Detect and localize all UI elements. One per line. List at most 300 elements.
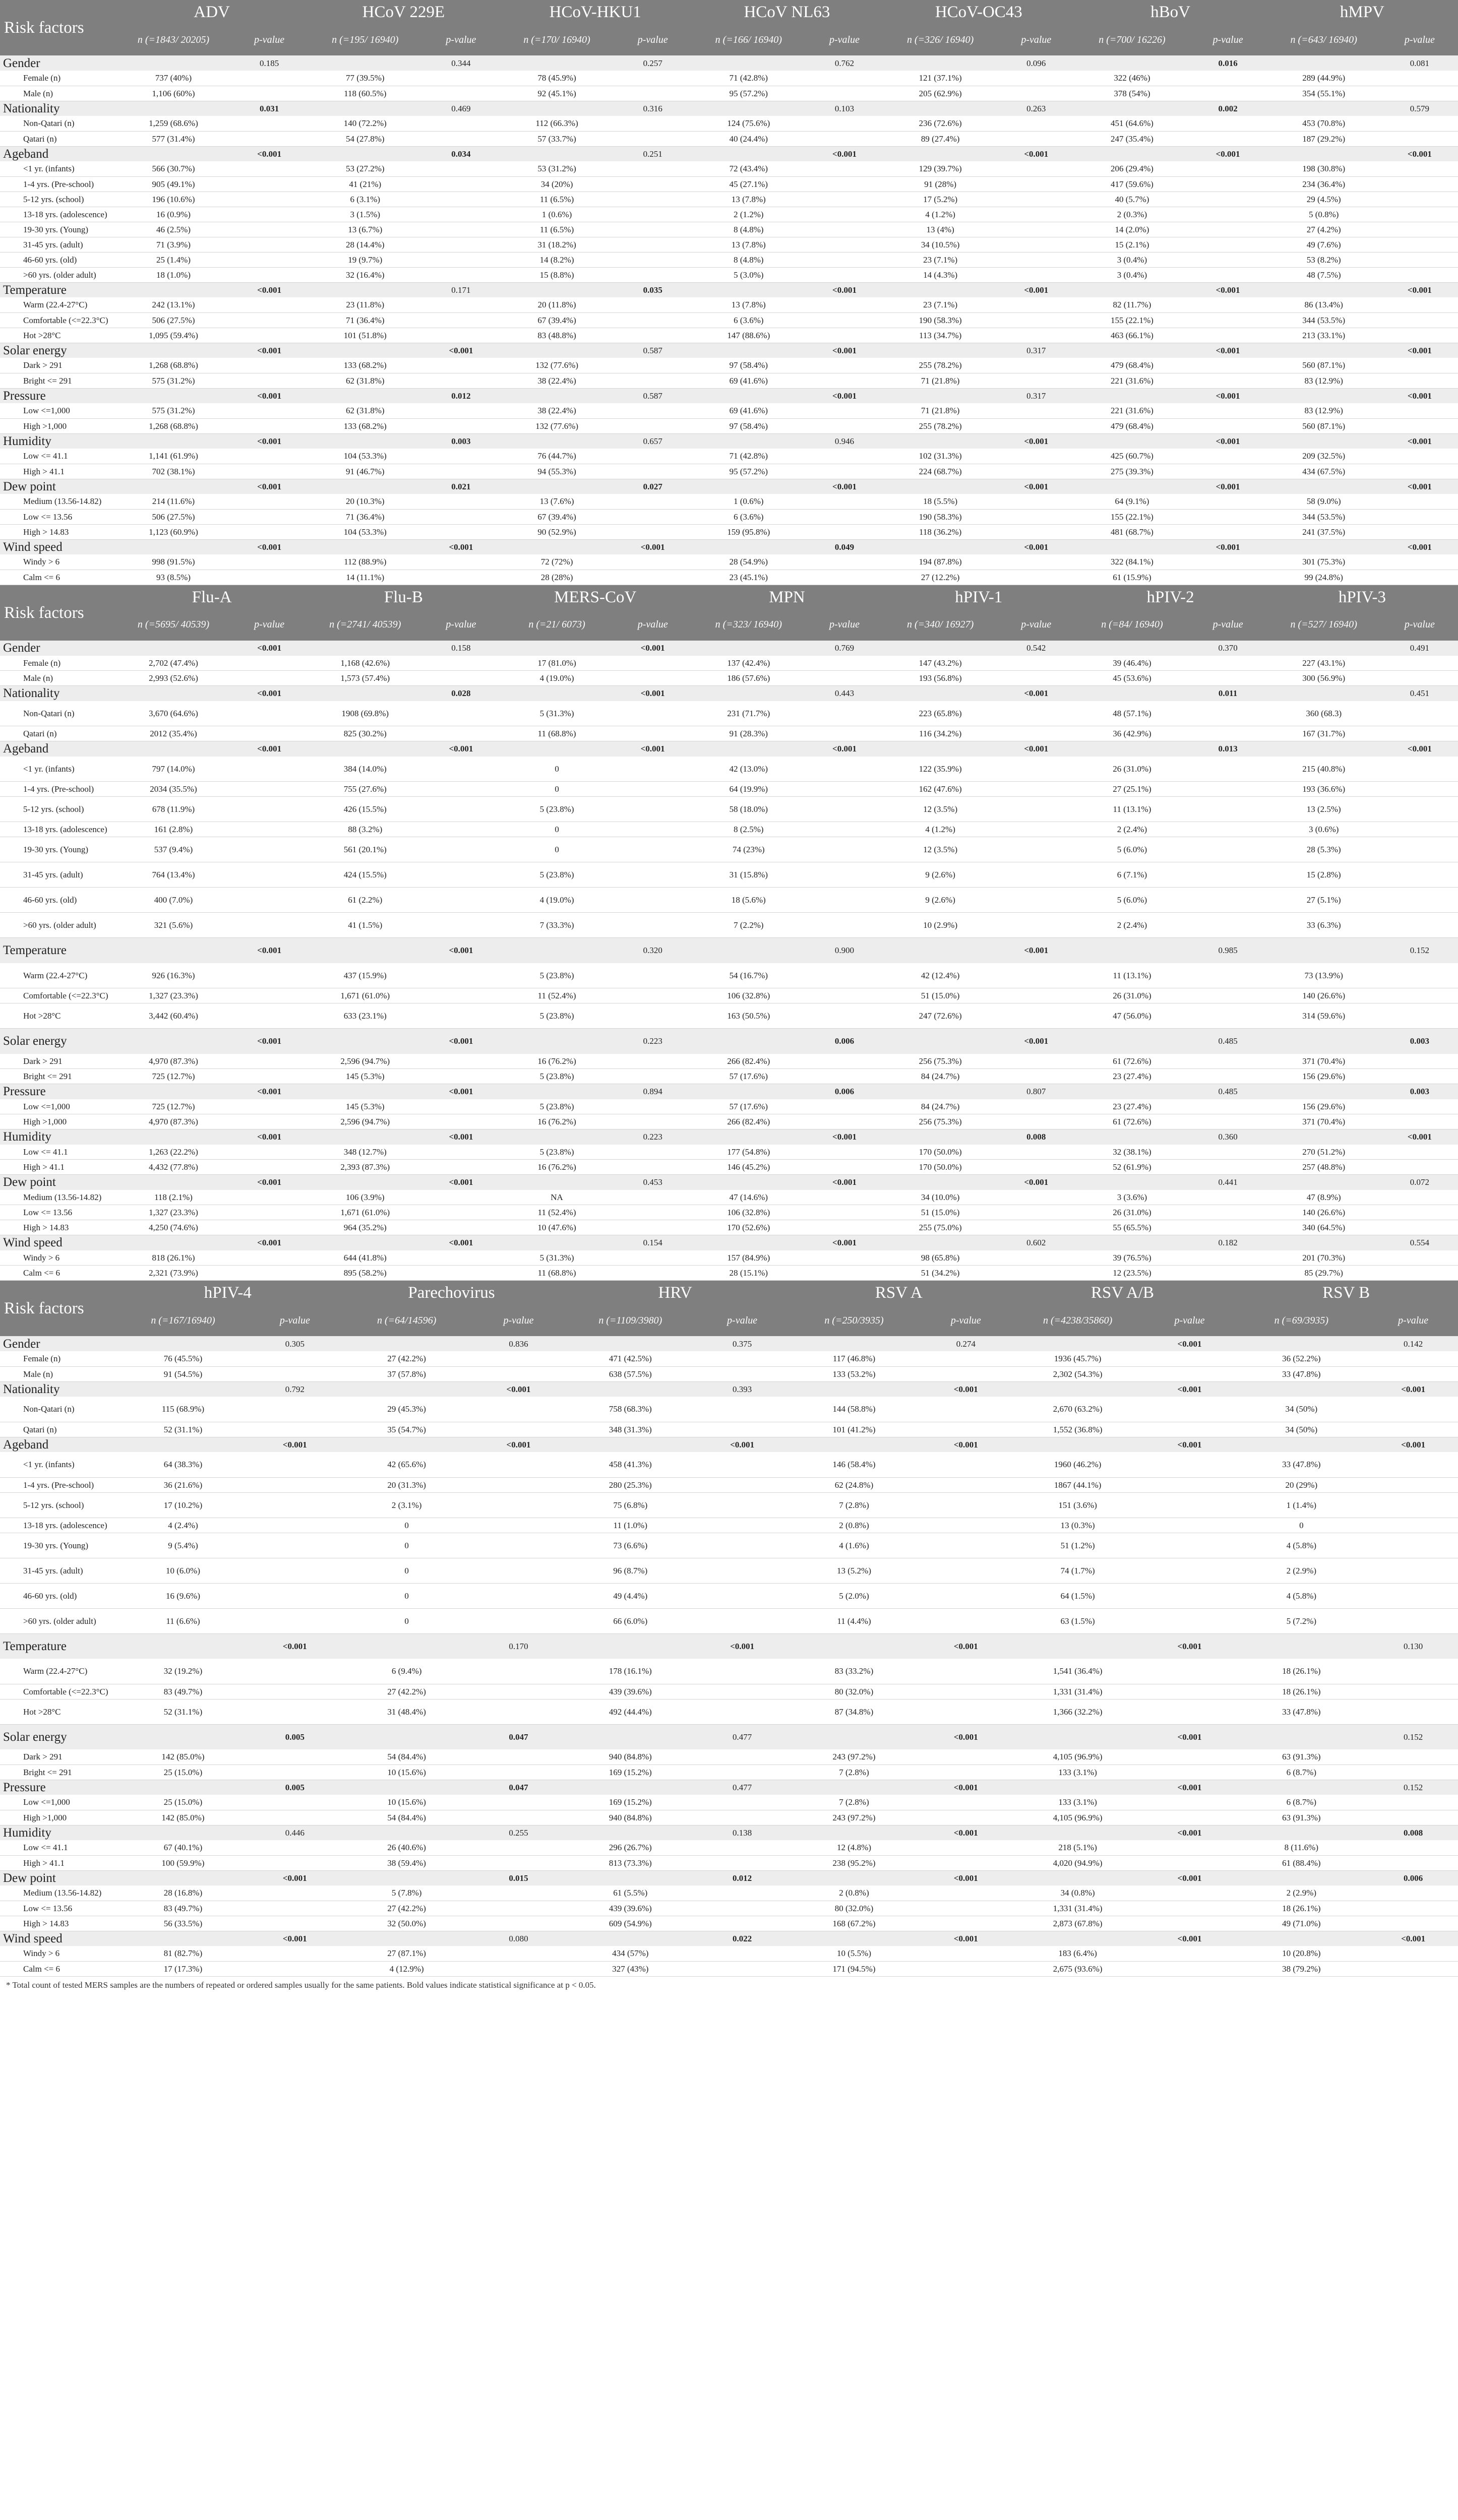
empty-cell xyxy=(806,1160,883,1175)
empty-cell xyxy=(615,509,691,524)
count-cell: 115 (68.9%) xyxy=(116,1397,250,1422)
count-cell: 1,095 (59.4%) xyxy=(116,328,231,343)
p-value-header: p-value xyxy=(422,609,499,641)
p-value-significant: 0.034 xyxy=(422,146,499,161)
empty-cell xyxy=(563,1724,697,1749)
count-cell: 0 xyxy=(340,1558,474,1583)
count-cell: 13 (5.2%) xyxy=(787,1558,921,1583)
empty-cell xyxy=(422,524,499,539)
empty-cell xyxy=(231,267,308,282)
count-cell: 34 (0.8%) xyxy=(1011,1885,1145,1901)
empty-cell xyxy=(806,328,883,343)
empty-cell xyxy=(1189,161,1266,176)
p-value-significant: <0.001 xyxy=(615,686,691,701)
variable-row-temperature xyxy=(0,938,1458,963)
p-value-significant: <0.001 xyxy=(806,1235,883,1250)
empty-cell xyxy=(998,418,1074,433)
empty-cell xyxy=(422,837,499,862)
level-label: Female (n) xyxy=(0,1351,116,1366)
count-cell: 4 (5.8%) xyxy=(1234,1533,1368,1558)
level-label: Warm (22.4-27°C) xyxy=(0,1659,116,1684)
empty-cell xyxy=(921,1351,1011,1366)
empty-cell xyxy=(806,1190,883,1205)
p-value: 0.393 xyxy=(697,1381,787,1397)
empty-cell xyxy=(340,1437,474,1452)
empty-cell xyxy=(998,1250,1074,1266)
count-cell: 5 (31.3%) xyxy=(500,701,615,726)
p-value-significant: <0.001 xyxy=(422,1129,499,1145)
table-row xyxy=(0,1916,1458,1931)
empty-cell xyxy=(921,1608,1011,1633)
table-row xyxy=(0,1351,1458,1366)
empty-cell xyxy=(1011,1825,1145,1840)
empty-cell xyxy=(116,343,231,358)
count-cell: 434 (57%) xyxy=(563,1946,697,1961)
count-cell: 20 (10.3%) xyxy=(308,494,422,509)
count-cell: 17 (17.3%) xyxy=(116,1961,250,1976)
count-cell: 61 (2.2%) xyxy=(308,888,422,913)
empty-cell xyxy=(615,192,691,207)
empty-cell xyxy=(1266,479,1381,494)
virus-header-hpiv-1: hPIV-1 xyxy=(883,585,1074,609)
empty-cell xyxy=(921,1749,1011,1765)
empty-cell xyxy=(691,686,806,701)
table-row xyxy=(0,176,1458,192)
empty-cell xyxy=(1266,55,1381,71)
count-cell: 83 (49.7%) xyxy=(116,1684,250,1699)
count-cell: 27 (87.1%) xyxy=(340,1946,474,1961)
count-cell: 266 (82.4%) xyxy=(691,1054,806,1069)
empty-cell xyxy=(1381,418,1458,433)
empty-cell xyxy=(1266,641,1381,656)
p-value-significant: <0.001 xyxy=(615,741,691,757)
empty-cell xyxy=(998,988,1074,1003)
empty-cell xyxy=(998,1099,1074,1114)
empty-cell xyxy=(1189,131,1266,146)
p-value-significant: <0.001 xyxy=(998,539,1074,554)
p-value: 0.602 xyxy=(998,1235,1074,1250)
count-cell: 257 (48.8%) xyxy=(1266,1160,1381,1175)
empty-cell xyxy=(806,418,883,433)
level-label: Dark > 291 xyxy=(0,1749,116,1765)
level-label: Qatari (n) xyxy=(0,726,116,741)
empty-cell xyxy=(250,1855,340,1870)
empty-cell xyxy=(1381,701,1458,726)
p-value-significant: <0.001 xyxy=(921,1825,1011,1840)
count-cell: 124 (75.6%) xyxy=(691,116,806,131)
count-cell: 39 (46.4%) xyxy=(1074,656,1189,671)
empty-cell xyxy=(998,1160,1074,1175)
empty-cell xyxy=(1368,1901,1458,1916)
sample-count-header: n (=326/ 16940) xyxy=(883,24,998,55)
level-label: 13-18 yrs. (adolescence) xyxy=(0,822,116,837)
p-value: 0.081 xyxy=(1381,55,1458,71)
empty-cell xyxy=(500,686,615,701)
variable-row-nationality xyxy=(0,1381,1458,1397)
count-cell: 29 (4.5%) xyxy=(1266,192,1381,207)
count-cell: 238 (95.2%) xyxy=(787,1855,921,1870)
count-cell: 371 (70.4%) xyxy=(1266,1114,1381,1129)
empty-cell xyxy=(231,822,308,837)
count-cell: 6 (3.6%) xyxy=(691,312,806,328)
level-label: High > 41.1 xyxy=(0,1855,116,1870)
empty-cell xyxy=(615,373,691,388)
empty-cell xyxy=(1368,1699,1458,1724)
count-cell: 66 (6.0%) xyxy=(563,1608,697,1633)
empty-cell xyxy=(1381,1003,1458,1029)
count-cell: 451 (64.6%) xyxy=(1074,116,1189,131)
virus-header-hpiv-4: hPIV-4 xyxy=(116,1281,340,1305)
sample-count-header: n (=167/16940) xyxy=(116,1305,250,1336)
empty-cell xyxy=(250,1492,340,1518)
level-label: 5-12 yrs. (school) xyxy=(0,1492,116,1518)
p-value: 0.657 xyxy=(615,433,691,449)
count-cell: 270 (51.2%) xyxy=(1266,1145,1381,1160)
empty-cell xyxy=(615,782,691,797)
count-cell: 18 (5.5%) xyxy=(883,494,998,509)
empty-cell xyxy=(1381,1069,1458,1084)
empty-cell xyxy=(1189,403,1266,418)
empty-cell xyxy=(231,797,308,822)
count-cell: 19 (9.7%) xyxy=(308,252,422,267)
count-cell: 0 xyxy=(340,1518,474,1533)
empty-cell xyxy=(1381,888,1458,913)
empty-cell xyxy=(998,237,1074,252)
count-cell: 221 (31.6%) xyxy=(1074,403,1189,418)
count-cell: 905 (49.1%) xyxy=(116,176,231,192)
count-cell: 18 (26.1%) xyxy=(1234,1684,1368,1699)
p-value: 0.263 xyxy=(998,101,1074,116)
p-value: 0.185 xyxy=(231,55,308,71)
count-cell: 2 (0.3%) xyxy=(1074,207,1189,222)
count-cell: 58 (9.0%) xyxy=(1266,494,1381,509)
p-value-significant: <0.001 xyxy=(1189,388,1266,403)
empty-cell xyxy=(422,797,499,822)
variable-row-temperature xyxy=(0,282,1458,297)
count-cell: 4 (12.9%) xyxy=(340,1961,474,1976)
level-label: Low <= 13.56 xyxy=(0,1901,116,1916)
count-cell: 940 (84.8%) xyxy=(563,1810,697,1825)
count-cell: 71 (21.8%) xyxy=(883,403,998,418)
empty-cell xyxy=(1381,1160,1458,1175)
empty-cell xyxy=(116,1780,250,1795)
empty-cell xyxy=(1074,741,1189,757)
count-cell: 609 (54.9%) xyxy=(563,1916,697,1931)
empty-cell xyxy=(1189,464,1266,479)
empty-cell xyxy=(1368,1397,1458,1422)
variable-label: Humidity xyxy=(0,433,116,449)
level-label: >60 yrs. (older adult) xyxy=(0,267,116,282)
empty-cell xyxy=(883,1235,998,1250)
empty-cell xyxy=(615,656,691,671)
empty-cell xyxy=(691,938,806,963)
p-value-significant: 0.016 xyxy=(1189,55,1266,71)
empty-cell xyxy=(1145,1901,1235,1916)
table-row xyxy=(0,1003,1458,1029)
empty-cell xyxy=(1189,237,1266,252)
empty-cell xyxy=(1368,1422,1458,1437)
empty-cell xyxy=(691,343,806,358)
empty-cell xyxy=(422,192,499,207)
count-cell: 64 (38.3%) xyxy=(116,1452,250,1477)
variable-row-pressure xyxy=(0,1084,1458,1099)
empty-cell xyxy=(231,207,308,222)
variable-label: Solar energy xyxy=(0,1029,116,1054)
p-value: 0.769 xyxy=(806,641,883,656)
count-cell: 702 (38.1%) xyxy=(116,464,231,479)
empty-cell xyxy=(1145,1366,1235,1381)
empty-cell xyxy=(615,554,691,570)
risk-factors-header: Risk factors xyxy=(0,0,116,55)
count-cell: 57 (17.6%) xyxy=(691,1069,806,1084)
empty-cell xyxy=(615,1266,691,1281)
empty-cell xyxy=(340,1870,474,1885)
count-cell: 10 (15.6%) xyxy=(340,1795,474,1810)
sample-count-header: n (=4238/35860) xyxy=(1011,1305,1145,1336)
risk-factor-table-3 xyxy=(0,1281,1458,1977)
count-cell: 20 (29%) xyxy=(1234,1477,1368,1492)
empty-cell xyxy=(1145,1608,1235,1633)
variable-label: Temperature xyxy=(0,938,116,963)
empty-cell xyxy=(422,509,499,524)
count-cell: 560 (87.1%) xyxy=(1266,358,1381,373)
count-cell: 41 (1.5%) xyxy=(308,913,422,938)
count-cell: 61 (5.5%) xyxy=(563,1885,697,1901)
count-cell: 2,993 (52.6%) xyxy=(116,671,231,686)
p-value-significant: <0.001 xyxy=(231,146,308,161)
count-cell: 11 (52.4%) xyxy=(500,988,615,1003)
count-cell: 5 (0.8%) xyxy=(1266,207,1381,222)
count-cell: 161 (2.8%) xyxy=(116,822,231,837)
empty-cell xyxy=(998,464,1074,479)
count-cell: 88 (3.2%) xyxy=(308,822,422,837)
count-cell: 1,259 (68.6%) xyxy=(116,116,231,131)
empty-cell xyxy=(806,237,883,252)
p-value-significant: <0.001 xyxy=(231,1129,308,1145)
count-cell: 193 (56.8%) xyxy=(883,671,998,686)
count-cell: 71 (36.4%) xyxy=(308,509,422,524)
p-value-significant: <0.001 xyxy=(1368,1381,1458,1397)
empty-cell xyxy=(308,55,422,71)
empty-cell xyxy=(787,1437,921,1452)
empty-cell xyxy=(998,524,1074,539)
empty-cell xyxy=(250,1749,340,1765)
count-cell: 14 (4.3%) xyxy=(883,267,998,282)
empty-cell xyxy=(1381,822,1458,837)
table-row xyxy=(0,1477,1458,1492)
table-row xyxy=(0,1069,1458,1084)
empty-cell xyxy=(615,1145,691,1160)
p-value-significant: <0.001 xyxy=(806,343,883,358)
empty-cell xyxy=(1189,373,1266,388)
count-cell: 57 (33.7%) xyxy=(500,131,615,146)
count-cell: 27 (4.2%) xyxy=(1266,222,1381,237)
count-cell: 23 (27.4%) xyxy=(1074,1099,1189,1114)
count-cell: 26 (31.0%) xyxy=(1074,988,1189,1003)
empty-cell xyxy=(231,656,308,671)
empty-cell xyxy=(250,1659,340,1684)
count-cell: 18 (5.6%) xyxy=(691,888,806,913)
count-cell: 2 (1.2%) xyxy=(691,207,806,222)
count-cell: 95 (57.2%) xyxy=(691,464,806,479)
count-cell: 14 (2.0%) xyxy=(1074,222,1189,237)
empty-cell xyxy=(1381,913,1458,938)
p-value-significant: <0.001 xyxy=(231,433,308,449)
p-value-significant: <0.001 xyxy=(921,1724,1011,1749)
p-value-significant: 0.027 xyxy=(615,479,691,494)
count-cell: 13 (7.8%) xyxy=(691,192,806,207)
empty-cell xyxy=(1381,464,1458,479)
empty-cell xyxy=(231,297,308,312)
empty-cell xyxy=(1368,1946,1458,1961)
count-cell: 224 (68.7%) xyxy=(883,464,998,479)
variable-row-ageband xyxy=(0,1437,1458,1452)
level-label: 5-12 yrs. (school) xyxy=(0,192,116,207)
empty-cell xyxy=(1368,1885,1458,1901)
empty-cell xyxy=(998,176,1074,192)
empty-cell xyxy=(1266,686,1381,701)
empty-cell xyxy=(998,1069,1074,1084)
empty-cell xyxy=(806,449,883,464)
empty-cell xyxy=(116,1633,250,1659)
empty-cell xyxy=(563,1780,697,1795)
variable-label: Nationality xyxy=(0,686,116,701)
variable-label: Ageband xyxy=(0,146,116,161)
count-cell: 241 (37.5%) xyxy=(1266,524,1381,539)
empty-cell xyxy=(116,479,231,494)
count-cell: 213 (33.1%) xyxy=(1266,328,1381,343)
count-cell: 11 (6.5%) xyxy=(500,222,615,237)
count-cell: 62 (24.8%) xyxy=(787,1477,921,1492)
count-cell: 678 (11.9%) xyxy=(116,797,231,822)
count-cell: 247 (35.4%) xyxy=(1074,131,1189,146)
empty-cell xyxy=(1381,116,1458,131)
empty-cell xyxy=(116,686,231,701)
count-cell: 12 (3.5%) xyxy=(883,797,998,822)
empty-cell xyxy=(231,131,308,146)
level-label: High >1,000 xyxy=(0,1810,116,1825)
empty-cell xyxy=(697,1916,787,1931)
count-cell: 32 (16.4%) xyxy=(308,267,422,282)
count-cell: 38 (22.4%) xyxy=(500,403,615,418)
empty-cell xyxy=(1381,192,1458,207)
empty-cell xyxy=(806,464,883,479)
empty-cell xyxy=(116,1175,231,1190)
empty-cell xyxy=(1145,1477,1235,1492)
empty-cell xyxy=(1189,671,1266,686)
p-value: 0.451 xyxy=(1381,686,1458,701)
empty-cell xyxy=(422,161,499,176)
count-cell: 3 (3.6%) xyxy=(1074,1190,1189,1205)
count-cell: 71 (42.8%) xyxy=(691,449,806,464)
count-cell: 16 (76.2%) xyxy=(500,1114,615,1129)
empty-cell xyxy=(231,671,308,686)
empty-cell xyxy=(1145,1492,1235,1518)
variable-label: Temperature xyxy=(0,282,116,297)
empty-cell xyxy=(116,1336,250,1351)
empty-cell xyxy=(563,1381,697,1397)
count-cell: 140 (72.2%) xyxy=(308,116,422,131)
count-cell: 49 (7.6%) xyxy=(1266,237,1381,252)
empty-cell xyxy=(1381,797,1458,822)
variable-label: Humidity xyxy=(0,1825,116,1840)
sample-count-header: n (=250/3935) xyxy=(787,1305,921,1336)
level-label: 5-12 yrs. (school) xyxy=(0,797,116,822)
count-cell: 7 (2.8%) xyxy=(787,1492,921,1518)
empty-cell xyxy=(231,86,308,101)
count-cell: 47 (56.0%) xyxy=(1074,1003,1189,1029)
empty-cell xyxy=(1074,479,1189,494)
count-cell: 171 (94.5%) xyxy=(787,1961,921,1976)
empty-cell xyxy=(250,1765,340,1780)
count-cell: 231 (71.7%) xyxy=(691,701,806,726)
p-value-significant: 0.031 xyxy=(231,101,308,116)
count-cell: 84 (24.7%) xyxy=(883,1069,998,1084)
count-cell: 121 (37.1%) xyxy=(883,71,998,86)
empty-cell xyxy=(231,509,308,524)
count-cell: 1,541 (36.4%) xyxy=(1011,1659,1145,1684)
empty-cell xyxy=(1368,1608,1458,1633)
count-cell: 170 (52.6%) xyxy=(691,1220,806,1235)
empty-cell xyxy=(806,988,883,1003)
count-cell: 137 (42.4%) xyxy=(691,656,806,671)
empty-cell xyxy=(998,86,1074,101)
variable-label: Wind speed xyxy=(0,539,116,554)
count-cell: 140 (26.6%) xyxy=(1266,1205,1381,1220)
p-value: 0.360 xyxy=(1189,1129,1266,1145)
count-cell: 14 (8.2%) xyxy=(500,252,615,267)
empty-cell xyxy=(1368,1351,1458,1366)
level-label: Low <= 13.56 xyxy=(0,1205,116,1220)
count-cell: 71 (21.8%) xyxy=(883,373,998,388)
empty-cell xyxy=(563,1870,697,1885)
empty-cell xyxy=(697,1422,787,1437)
count-cell: 112 (66.3%) xyxy=(500,116,615,131)
p-value-significant: <0.001 xyxy=(231,479,308,494)
empty-cell xyxy=(615,963,691,988)
empty-cell xyxy=(1266,282,1381,297)
empty-cell xyxy=(250,1366,340,1381)
virus-header-hrv: HRV xyxy=(563,1281,787,1305)
p-value: 0.579 xyxy=(1381,101,1458,116)
count-cell: 417 (59.6%) xyxy=(1074,176,1189,192)
empty-cell xyxy=(1145,1855,1235,1870)
empty-cell xyxy=(1189,701,1266,726)
count-cell: 168 (67.2%) xyxy=(787,1916,921,1931)
count-cell: 53 (27.2%) xyxy=(308,161,422,176)
count-cell: 1,168 (42.6%) xyxy=(308,656,422,671)
empty-cell xyxy=(474,1749,564,1765)
p-value-header: p-value xyxy=(806,24,883,55)
empty-cell xyxy=(308,479,422,494)
count-cell: 56 (33.5%) xyxy=(116,1916,250,1931)
count-cell: 82 (11.7%) xyxy=(1074,297,1189,312)
p-value-header: p-value xyxy=(615,24,691,55)
p-value: 0.762 xyxy=(806,55,883,71)
empty-cell xyxy=(474,1422,564,1437)
empty-cell xyxy=(1074,686,1189,701)
count-cell: 506 (27.5%) xyxy=(116,509,231,524)
empty-cell xyxy=(1189,1250,1266,1266)
variable-row-pressure xyxy=(0,1780,1458,1795)
count-cell: 5 (23.8%) xyxy=(500,1003,615,1029)
p-value-header: p-value xyxy=(1145,1305,1235,1336)
empty-cell xyxy=(231,988,308,1003)
count-cell: 3 (1.5%) xyxy=(308,207,422,222)
table-row xyxy=(0,726,1458,741)
empty-cell xyxy=(422,297,499,312)
empty-cell xyxy=(998,656,1074,671)
